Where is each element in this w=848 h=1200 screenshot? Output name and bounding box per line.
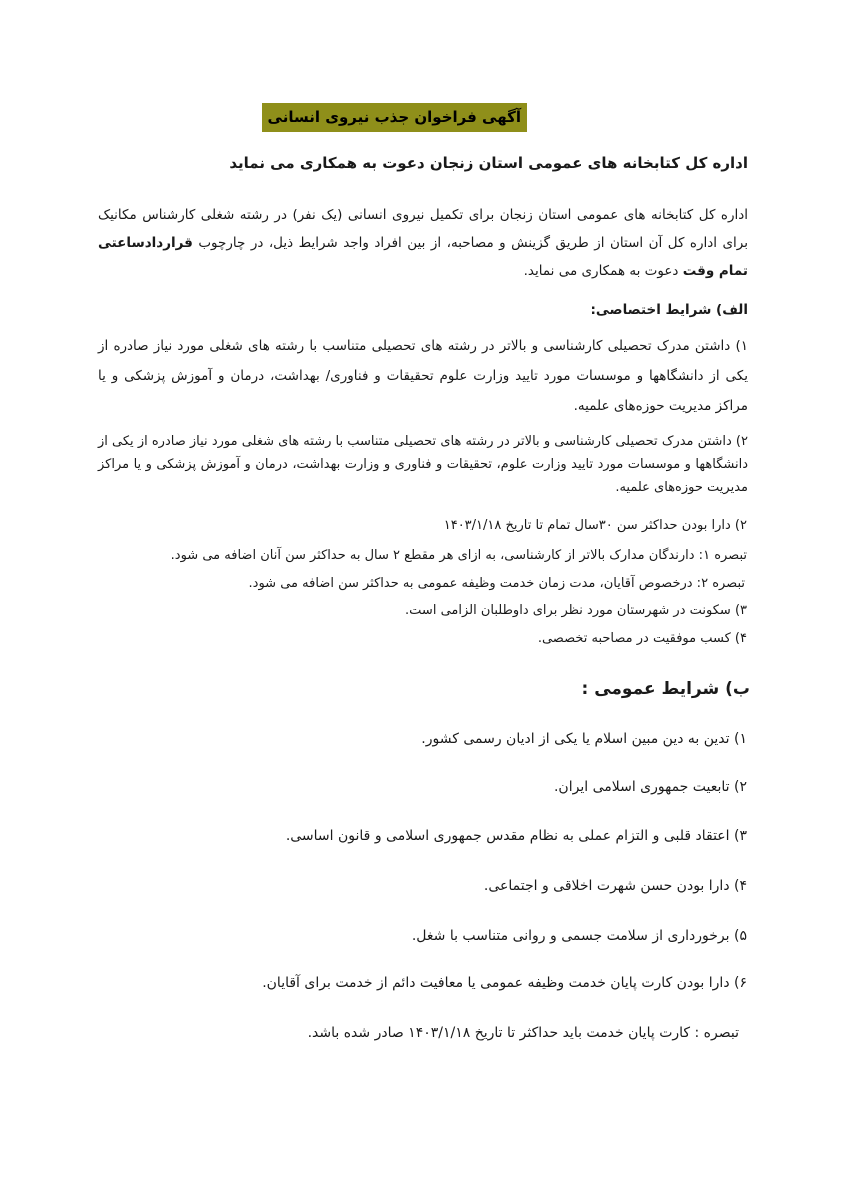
section-a-item-2: ۲) داشتن مدرک تحصیلی کارشناسی و بالاتر در رشته های تحصیلی متناسب با رشته های شغلی مورد نیاز صادره از یکی از دانشگاهها و موسسات مورد تایید وزارت علوم، تحقیقات و فناوری و وزارت بهداشت، درمان و آموزش پزشکی و یا مراکز مدیریت حوزه‌های علمیه. [98, 434, 748, 495]
section-b-item-1: ۱) تدین به دین مبین اسلام یا یکی از ادیان رسمی کشور. [421, 731, 747, 747]
intro-contract-type: قراردادساعتی تمام وقت [98, 235, 748, 279]
intro-paragraph [98, 201, 748, 285]
section-a-item-1: ۱) داشتن مدرک تحصیلی کارشناسی و بالاتر در رشته های تحصیلی متناسب با رشته های شغلی مورد نیاز صادره از یکی از دانشگاهها و موسسات مورد تایید وزارت علوم تحقیقات و فناوری/ بهداشت، درمان و آموزش پزشکی و یا مراکز مدیریت حوزه‌های علمیه. [98, 338, 748, 414]
intro-text-before: اداره کل کتابخانه های عمومی استان زنجان برای تکمیل نیروی انسانی (یک نفر) در رشته شغلی کارشناس مکانیک برای اداره کل آن استان از طریق گزینش و مصاحبه، از بین افراد واجد شرایط ذیل، در چارچوب [98, 207, 748, 251]
announcement-heading: اداره کل کتابخانه های عمومی استان زنجان دعوت به همکاری می نماید [229, 154, 748, 172]
section-b-final-note: تبصره : کارت پایان خدمت باید حداکثر تا تاریخ ۱۴۰۳/۱/۱۸ صادر شده باشد. [307, 1025, 739, 1041]
section-b-item-6: ۶) دارا بودن کارت پایان خدمت وظیفه عمومی یا معافیت دائم از خدمت برای آقایان. [262, 975, 747, 991]
section-b-item-4: ۴) دارا بودن حسن شهرت اخلاقی و اجتماعی. [483, 878, 747, 894]
section-b-item-2: ۲) تابعیت جمهوری اسلامی ایران. [553, 779, 747, 795]
section-b-item-3: ۳) اعتقاد قلبی و التزام عملی به نظام مقدس جمهوری اسلامی و قانون اساسی. [285, 828, 747, 844]
section-a-age-limit: ۲) دارا بودن حداکثر سن ۳۰سال تمام تا تاریخ ۱۴۰۳/۱/۱۸ [443, 518, 747, 533]
section-a-title: الف) شرایط اختصاصی: [590, 302, 748, 318]
section-a-interview: ۴) کسب موفقیت در مصاحبه تخصصی. [537, 631, 747, 646]
intro-text-after: دعوت به همکاری می نماید. [523, 263, 683, 279]
section-a-note-1: تبصره ۱: دارندگان مدارک بالاتر از کارشناسی، به ازای هر مقطع ۲ سال به حداکثر سن آنان اضافه می شود. [170, 548, 747, 563]
section-a-note-2: تبصره ۲: درخصوص آقایان، مدت زمان خدمت وظیفه عمومی به حداکثر سن اضافه می شود. [248, 576, 745, 591]
section-a-residence: ۳) سکونت در شهرستان مورد نظر برای داوطلبان الزامی است. [405, 603, 747, 618]
section-b-title: ب) شرایط عمومی : [581, 679, 750, 699]
section-b-item-5: ۵) برخورداری از سلامت جسمی و روانی متناسب با شغل. [411, 928, 747, 944]
announcement-title: آگهی فراخوان جذب نیروی انسانی [262, 103, 527, 132]
